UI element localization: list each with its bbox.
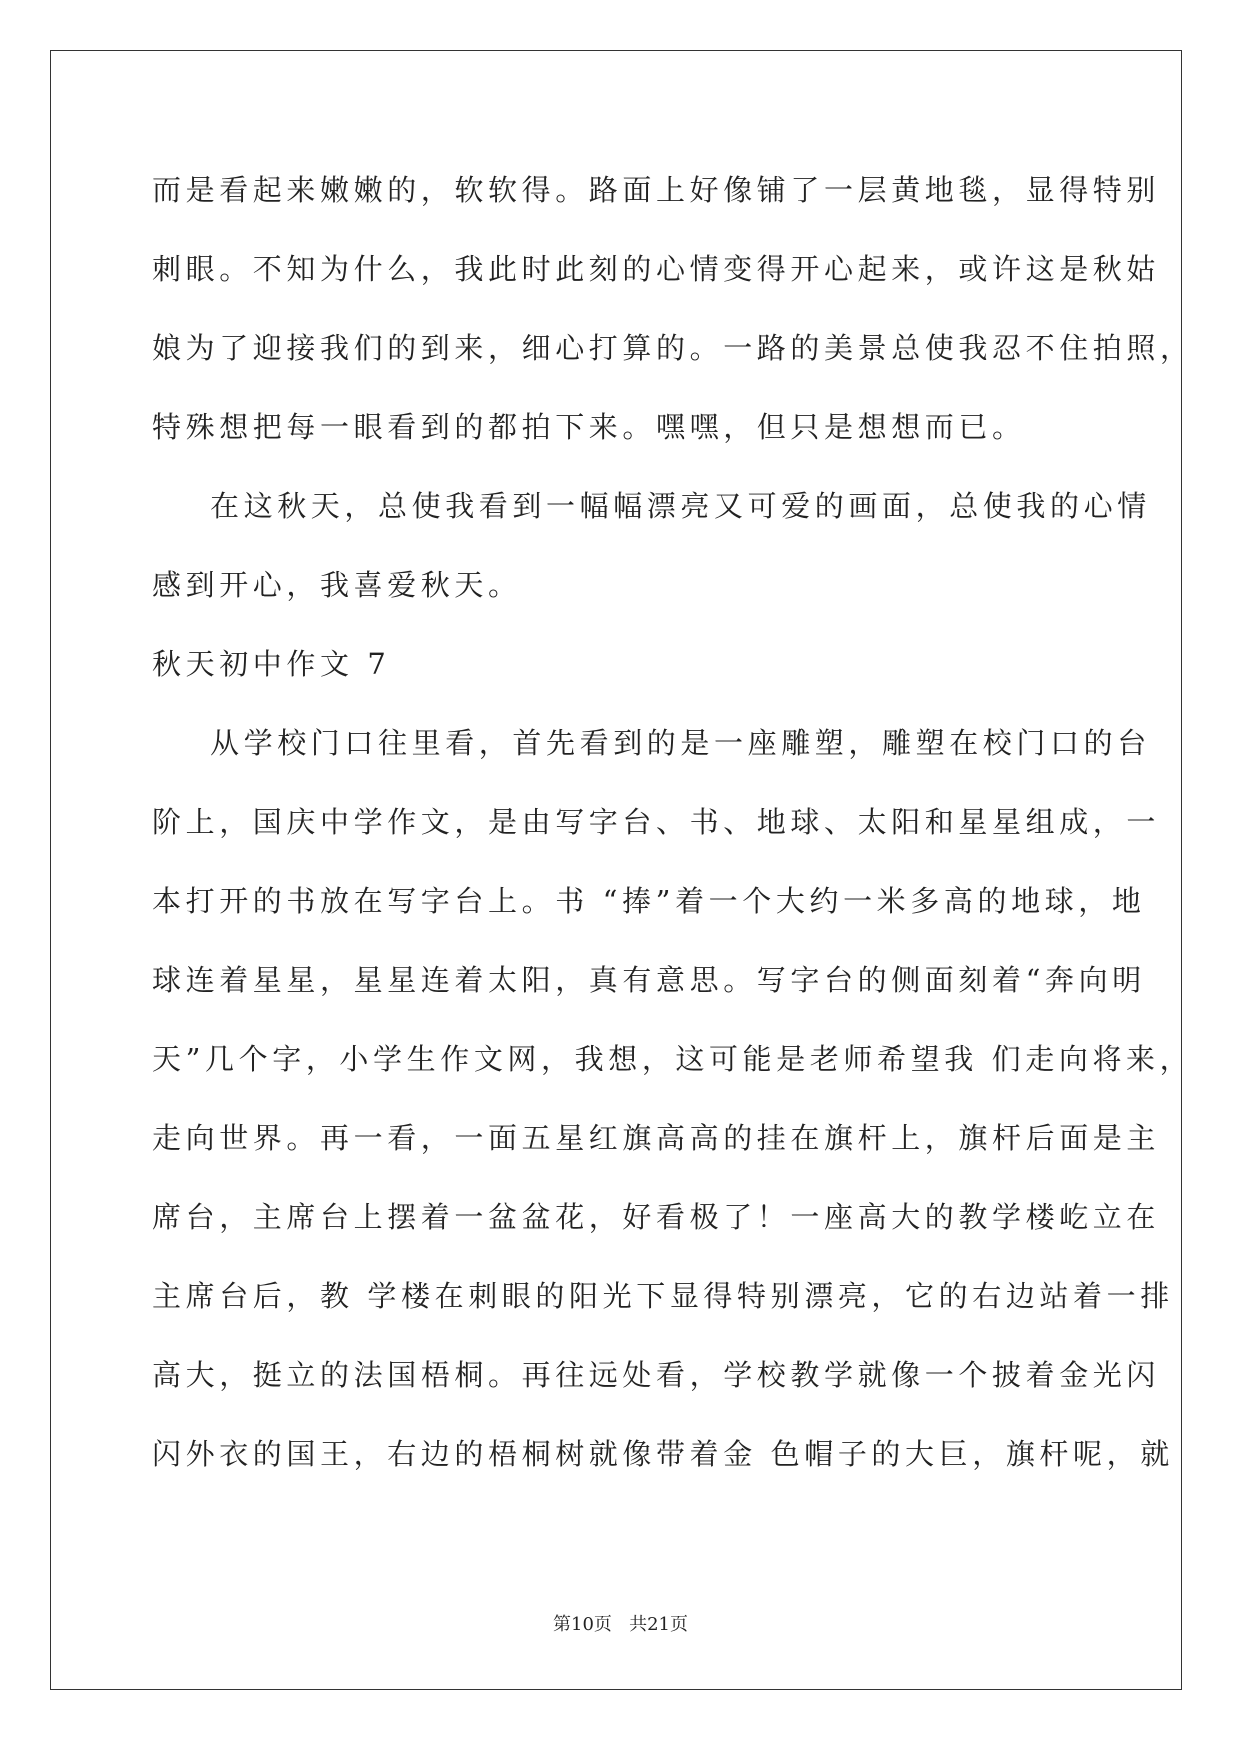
section-heading: 秋天初中作文 7: [152, 647, 391, 681]
paragraph-line: 在这秋天，总使我看到一幅幅漂亮又可爱的画面，总使我的心情: [210, 489, 1151, 523]
paragraph-line: 阶上，国庆中学作文，是由写字台、书、地球、太阳和星星组成，一: [152, 805, 1161, 839]
paragraph-line: 刺眼。不知为什么，我此时此刻的心情变得开心起来，或许这是秋姑: [152, 252, 1161, 286]
paragraph-line: 娘为了迎接我们的到来，细心打算的。一路的美景总使我忍不住拍照，: [152, 331, 1194, 365]
paragraph-line: 从学校门口往里看，首先看到的是一座雕塑，雕塑在校门口的台: [210, 726, 1151, 760]
paragraph-line: 本打开的书放在写字台上。书 “捧”着一个大约一米多高的地球，地: [152, 884, 1146, 918]
page-number-footer: 第10页 共21页: [553, 1614, 688, 1635]
paragraph-line: 特殊想把每一眼看到的都拍下来。嘿嘿，但只是想想而已。: [152, 410, 1026, 444]
paragraph-line: 走向世界。再一看，一面五星红旗高高的挂在旗杆上，旗杆后面是主: [152, 1121, 1161, 1155]
paragraph-line: 天”几个字，小学生作文网，我想，这可能是老师希望我 们走向将来，: [152, 1042, 1194, 1076]
paragraph-line: 主席台后，教 学楼在刺眼的阳光下显得特别漂亮，它的右边站着一排: [152, 1279, 1174, 1313]
paragraph-line: 席台，主席台上摆着一盆盆花，好看极了！一座高大的教学楼屹立在: [152, 1200, 1161, 1234]
paragraph-line: 闪外衣的国王，右边的梧桐树就像带着金 色帽子的大巨，旗杆呢，就: [152, 1437, 1174, 1471]
paragraph-line: 而是看起来嫩嫩的，软软得。路面上好像铺了一层黄地毯，显得特别: [152, 173, 1161, 207]
paragraph-line: 感到开心，我喜爱秋天。: [152, 568, 522, 602]
paragraph-line: 球连着星星，星星连着太阳，真有意思。写字台的侧面刻着“奔向明: [152, 963, 1146, 997]
paragraph-line: 高大，挺立的法国梧桐。再往远处看，学校教学就像一个披着金光闪: [152, 1358, 1161, 1392]
